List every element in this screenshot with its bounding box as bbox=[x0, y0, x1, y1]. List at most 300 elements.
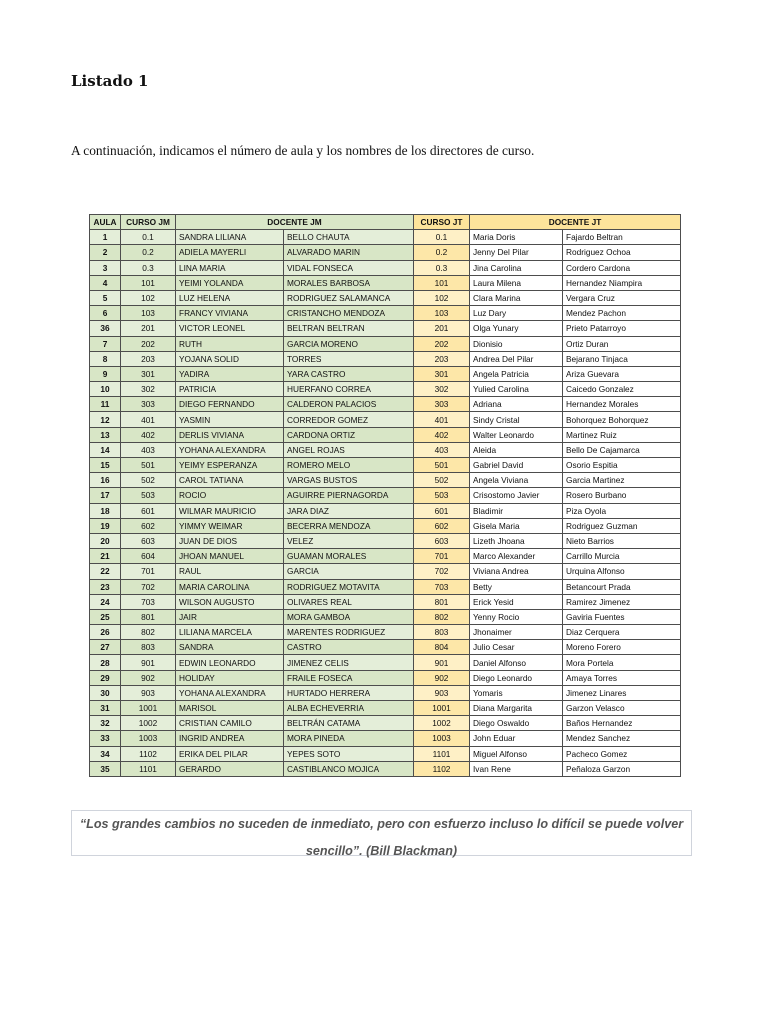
cell-docente-jm-apellido: JARA DIAZ bbox=[284, 503, 414, 518]
cell-docente-jm-nombre: MARIA CAROLINA bbox=[176, 579, 284, 594]
cell-docente-jm-nombre: YOHANA ALEXANDRA bbox=[176, 442, 284, 457]
cell-docente-jm-apellido: RODRIGUEZ MOTAVITA bbox=[284, 579, 414, 594]
cell-aula: 14 bbox=[90, 442, 121, 457]
cell-curso-jt: 0.3 bbox=[414, 260, 470, 275]
cell-docente-jm-apellido: BELLO CHAUTA bbox=[284, 230, 414, 245]
cell-aula: 35 bbox=[90, 761, 121, 776]
cell-aula: 11 bbox=[90, 397, 121, 412]
cell-curso-jt: 1102 bbox=[414, 761, 470, 776]
cell-docente-jm-apellido: JIMENEZ CELIS bbox=[284, 655, 414, 670]
cell-docente-jm-nombre: JUAN DE DIOS bbox=[176, 533, 284, 548]
cell-docente-jt-apellido: Rodriguez Ochoa bbox=[563, 245, 681, 260]
cell-curso-jm: 1003 bbox=[121, 731, 176, 746]
cell-docente-jm-nombre: ERIKA DEL PILAR bbox=[176, 746, 284, 761]
cell-curso-jt: 1003 bbox=[414, 731, 470, 746]
cell-docente-jt-nombre: Andrea Del Pilar bbox=[470, 351, 563, 366]
cell-docente-jt-nombre: Julio Cesar bbox=[470, 640, 563, 655]
cell-curso-jt: 103 bbox=[414, 306, 470, 321]
table-row bbox=[90, 321, 681, 336]
cell-docente-jm-nombre: ADIELA MAYERLI bbox=[176, 245, 284, 260]
cell-docente-jm-nombre: ROCIO bbox=[176, 488, 284, 503]
cell-curso-jm: 1001 bbox=[121, 701, 176, 716]
cell-docente-jm-apellido: TORRES bbox=[284, 351, 414, 366]
quote-text: “Los grandes cambios no suceden de inmediato, pero con esfuerzo incluso lo difícil se puede volver sencillo”. (Bill Blackman) bbox=[79, 817, 684, 858]
cell-docente-jt-apellido: Baños Hernandez bbox=[563, 716, 681, 731]
cell-docente-jt-nombre: Yulied Carolina bbox=[470, 382, 563, 397]
cell-docente-jm-apellido: ANGEL ROJAS bbox=[284, 442, 414, 457]
cell-docente-jt-nombre: Lizeth Jhoana bbox=[470, 533, 563, 548]
cell-aula: 25 bbox=[90, 609, 121, 624]
cell-docente-jm-nombre: RUTH bbox=[176, 336, 284, 351]
cell-curso-jm: 501 bbox=[121, 458, 176, 473]
cell-aula: 4 bbox=[90, 275, 121, 290]
cell-aula: 33 bbox=[90, 731, 121, 746]
table-row bbox=[90, 655, 681, 670]
cell-aula: 17 bbox=[90, 488, 121, 503]
cell-curso-jt: 802 bbox=[414, 609, 470, 624]
cell-docente-jt-apellido: Gaviria Fuentes bbox=[563, 609, 681, 624]
page-title: Listado 1 bbox=[71, 72, 149, 90]
cell-docente-jt-apellido: Rosero Burbano bbox=[563, 488, 681, 503]
table-row bbox=[90, 579, 681, 594]
cell-docente-jt-apellido: Martinez Ruiz bbox=[563, 427, 681, 442]
cell-docente-jt-apellido: Diaz Cerquera bbox=[563, 625, 681, 640]
table-row bbox=[90, 306, 681, 321]
cell-curso-jt: 1001 bbox=[414, 701, 470, 716]
cell-docente-jt-nombre: Miguel Alfonso bbox=[470, 746, 563, 761]
cell-aula: 28 bbox=[90, 655, 121, 670]
cell-curso-jm: 102 bbox=[121, 290, 176, 305]
table-row bbox=[90, 670, 681, 685]
cell-docente-jt-apellido: Prieto Patarroyo bbox=[563, 321, 681, 336]
cell-docente-jt-nombre: Viviana Andrea bbox=[470, 564, 563, 579]
cell-docente-jt-apellido: Mendez Pachon bbox=[563, 306, 681, 321]
table-row bbox=[90, 260, 681, 275]
cell-docente-jt-apellido: Vergara Cruz bbox=[563, 290, 681, 305]
cell-curso-jt: 602 bbox=[414, 518, 470, 533]
cell-docente-jm-nombre: YOHANA ALEXANDRA bbox=[176, 685, 284, 700]
cell-aula: 18 bbox=[90, 503, 121, 518]
cell-aula: 21 bbox=[90, 549, 121, 564]
table-row bbox=[90, 761, 681, 776]
cell-aula: 5 bbox=[90, 290, 121, 305]
cell-docente-jt-apellido: Hernandez Morales bbox=[563, 397, 681, 412]
cell-docente-jm-nombre: SANDRA bbox=[176, 640, 284, 655]
cell-docente-jm-nombre: YOJANA SOLID bbox=[176, 351, 284, 366]
cell-docente-jt-apellido: Osorio Espitia bbox=[563, 458, 681, 473]
cell-docente-jm-nombre: SANDRA LILIANA bbox=[176, 230, 284, 245]
cell-docente-jm-apellido: RODRIGUEZ SALAMANCA bbox=[284, 290, 414, 305]
cell-curso-jm: 0.1 bbox=[121, 230, 176, 245]
cell-docente-jt-nombre: Yenny Rocio bbox=[470, 609, 563, 624]
cell-aula: 15 bbox=[90, 458, 121, 473]
cell-docente-jm-apellido: MORA PINEDA bbox=[284, 731, 414, 746]
cell-curso-jm: 101 bbox=[121, 275, 176, 290]
cell-docente-jt-nombre: Laura Milena bbox=[470, 275, 563, 290]
cell-docente-jt-apellido: Piza Oyola bbox=[563, 503, 681, 518]
cell-curso-jt: 0.1 bbox=[414, 230, 470, 245]
cell-docente-jt-nombre: Walter Leonardo bbox=[470, 427, 563, 442]
cell-curso-jm: 702 bbox=[121, 579, 176, 594]
cell-curso-jt: 1002 bbox=[414, 716, 470, 731]
cell-curso-jm: 303 bbox=[121, 397, 176, 412]
table-row bbox=[90, 473, 681, 488]
cell-docente-jt-nombre: Jenny Del Pilar bbox=[470, 245, 563, 260]
table-row bbox=[90, 230, 681, 245]
cell-docente-jm-nombre: YIMMY WEIMAR bbox=[176, 518, 284, 533]
cell-aula: 20 bbox=[90, 533, 121, 548]
cell-docente-jt-nombre: Angela Viviana bbox=[470, 473, 563, 488]
cell-curso-jt: 902 bbox=[414, 670, 470, 685]
table-row bbox=[90, 382, 681, 397]
table-row bbox=[90, 427, 681, 442]
cell-docente-jt-nombre: Dionisio bbox=[470, 336, 563, 351]
table-row bbox=[90, 245, 681, 260]
cell-docente-jm-apellido: FRAILE FOSECA bbox=[284, 670, 414, 685]
cell-curso-jt: 101 bbox=[414, 275, 470, 290]
cell-docente-jm-apellido: HUERFANO CORREA bbox=[284, 382, 414, 397]
cell-docente-jt-nombre: Ivan Rene bbox=[470, 761, 563, 776]
cell-docente-jm-nombre: JHOAN MANUEL bbox=[176, 549, 284, 564]
table-row bbox=[90, 594, 681, 609]
cell-curso-jm: 803 bbox=[121, 640, 176, 655]
cell-docente-jt-nombre: Bladimir bbox=[470, 503, 563, 518]
cell-docente-jm-nombre: GERARDO bbox=[176, 761, 284, 776]
cell-docente-jt-nombre: Aleida bbox=[470, 442, 563, 457]
cell-docente-jt-apellido: Betancourt Prada bbox=[563, 579, 681, 594]
table-row bbox=[90, 488, 681, 503]
header-docente-jm: DOCENTE JM bbox=[176, 215, 414, 230]
cell-docente-jm-apellido: MORALES BARBOSA bbox=[284, 275, 414, 290]
cell-curso-jt: 803 bbox=[414, 625, 470, 640]
cell-aula: 10 bbox=[90, 382, 121, 397]
cell-aula: 24 bbox=[90, 594, 121, 609]
cell-docente-jm-apellido: CARDONA ORTIZ bbox=[284, 427, 414, 442]
cell-curso-jm: 203 bbox=[121, 351, 176, 366]
cell-aula: 8 bbox=[90, 351, 121, 366]
cell-aula: 31 bbox=[90, 701, 121, 716]
cell-curso-jm: 1101 bbox=[121, 761, 176, 776]
cell-docente-jm-nombre: CAROL TATIANA bbox=[176, 473, 284, 488]
cell-docente-jt-apellido: Rodriguez Guzman bbox=[563, 518, 681, 533]
cell-docente-jt-nombre: Betty bbox=[470, 579, 563, 594]
cell-docente-jm-nombre: CRISTIAN CAMILO bbox=[176, 716, 284, 731]
cell-curso-jt: 202 bbox=[414, 336, 470, 351]
cell-docente-jt-apellido: Pacheco Gomez bbox=[563, 746, 681, 761]
cell-curso-jt: 302 bbox=[414, 382, 470, 397]
cell-docente-jt-nombre: Maria Doris bbox=[470, 230, 563, 245]
cell-docente-jm-apellido: BELTRAN BELTRAN bbox=[284, 321, 414, 336]
cell-curso-jm: 602 bbox=[121, 518, 176, 533]
cell-curso-jt: 603 bbox=[414, 533, 470, 548]
cell-docente-jt-nombre: Erick Yesid bbox=[470, 594, 563, 609]
cell-aula: 13 bbox=[90, 427, 121, 442]
cell-docente-jt-apellido: Ortiz Duran bbox=[563, 336, 681, 351]
cell-docente-jm-nombre: LINA MARIA bbox=[176, 260, 284, 275]
cell-curso-jm: 301 bbox=[121, 366, 176, 381]
cell-curso-jt: 201 bbox=[414, 321, 470, 336]
cell-docente-jt-apellido: Bejarano Tinjaca bbox=[563, 351, 681, 366]
cell-curso-jt: 0.2 bbox=[414, 245, 470, 260]
cell-docente-jt-apellido: Cordero Cardona bbox=[563, 260, 681, 275]
cell-curso-jm: 503 bbox=[121, 488, 176, 503]
cell-curso-jm: 703 bbox=[121, 594, 176, 609]
cell-docente-jt-apellido: Caicedo Gonzalez bbox=[563, 382, 681, 397]
cell-docente-jm-nombre: FRANCY VIVIANA bbox=[176, 306, 284, 321]
cell-curso-jt: 701 bbox=[414, 549, 470, 564]
table-row bbox=[90, 442, 681, 457]
cell-curso-jm: 402 bbox=[121, 427, 176, 442]
cell-docente-jm-nombre: LILIANA MARCELA bbox=[176, 625, 284, 640]
cell-curso-jt: 203 bbox=[414, 351, 470, 366]
cell-docente-jm-nombre: PATRICIA bbox=[176, 382, 284, 397]
cell-docente-jt-apellido: Hernandez Niampira bbox=[563, 275, 681, 290]
cell-curso-jt: 901 bbox=[414, 655, 470, 670]
cell-docente-jt-nombre: Marco Alexander bbox=[470, 549, 563, 564]
cell-docente-jt-nombre: Diego Oswaldo bbox=[470, 716, 563, 731]
cell-curso-jt: 903 bbox=[414, 685, 470, 700]
cell-aula: 16 bbox=[90, 473, 121, 488]
table-row bbox=[90, 625, 681, 640]
cell-curso-jt: 301 bbox=[414, 366, 470, 381]
cell-curso-jm: 201 bbox=[121, 321, 176, 336]
cell-docente-jm-nombre: YASMIN bbox=[176, 412, 284, 427]
table-row bbox=[90, 412, 681, 427]
cell-curso-jt: 501 bbox=[414, 458, 470, 473]
cell-curso-jm: 903 bbox=[121, 685, 176, 700]
cell-docente-jm-apellido: GARCIA bbox=[284, 564, 414, 579]
cell-docente-jm-apellido: VARGAS BUSTOS bbox=[284, 473, 414, 488]
cell-aula: 19 bbox=[90, 518, 121, 533]
cell-curso-jm: 302 bbox=[121, 382, 176, 397]
table-row bbox=[90, 366, 681, 381]
table-row bbox=[90, 685, 681, 700]
cell-docente-jm-nombre: MARISOL bbox=[176, 701, 284, 716]
cell-docente-jt-nombre: Luz Dary bbox=[470, 306, 563, 321]
directors-table bbox=[89, 214, 681, 777]
cell-docente-jm-nombre: WILMAR MAURICIO bbox=[176, 503, 284, 518]
cell-docente-jm-apellido: CALDERON PALACIOS bbox=[284, 397, 414, 412]
cell-docente-jm-apellido: ALVARADO MARIN bbox=[284, 245, 414, 260]
cell-docente-jm-apellido: BELTRÁN CATAMA bbox=[284, 716, 414, 731]
table-row bbox=[90, 518, 681, 533]
table-row bbox=[90, 503, 681, 518]
cell-docente-jm-apellido: HURTADO HERRERA bbox=[284, 685, 414, 700]
cell-curso-jm: 0.3 bbox=[121, 260, 176, 275]
cell-docente-jm-apellido: BECERRA MENDOZA bbox=[284, 518, 414, 533]
cell-aula: 22 bbox=[90, 564, 121, 579]
cell-docente-jt-nombre: Clara Marina bbox=[470, 290, 563, 305]
cell-docente-jt-nombre: Sindy Cristal bbox=[470, 412, 563, 427]
cell-aula: 27 bbox=[90, 640, 121, 655]
cell-docente-jt-nombre: Yomaris bbox=[470, 685, 563, 700]
cell-curso-jm: 103 bbox=[121, 306, 176, 321]
table-row bbox=[90, 701, 681, 716]
cell-docente-jt-apellido: Ramirez Jimenez bbox=[563, 594, 681, 609]
cell-curso-jm: 901 bbox=[121, 655, 176, 670]
table-row bbox=[90, 290, 681, 305]
cell-docente-jm-apellido: CRISTANCHO MENDOZA bbox=[284, 306, 414, 321]
cell-docente-jt-apellido: Mendez Sanchez bbox=[563, 731, 681, 746]
table-row bbox=[90, 336, 681, 351]
cell-curso-jm: 902 bbox=[121, 670, 176, 685]
table-row bbox=[90, 716, 681, 731]
cell-curso-jt: 303 bbox=[414, 397, 470, 412]
cell-docente-jt-nombre: Crisostomo Javier bbox=[470, 488, 563, 503]
cell-docente-jm-nombre: HOLIDAY bbox=[176, 670, 284, 685]
cell-docente-jm-apellido: VELEZ bbox=[284, 533, 414, 548]
cell-docente-jt-apellido: Mora Portela bbox=[563, 655, 681, 670]
cell-docente-jt-nombre: Diana Margarita bbox=[470, 701, 563, 716]
cell-aula: 30 bbox=[90, 685, 121, 700]
cell-curso-jm: 0.2 bbox=[121, 245, 176, 260]
cell-docente-jm-apellido: CASTIBLANCO MOJICA bbox=[284, 761, 414, 776]
cell-docente-jm-apellido: GUAMAN MORALES bbox=[284, 549, 414, 564]
cell-docente-jm-apellido: VIDAL FONSECA bbox=[284, 260, 414, 275]
cell-curso-jt: 401 bbox=[414, 412, 470, 427]
cell-docente-jm-apellido: GARCIA MORENO bbox=[284, 336, 414, 351]
cell-curso-jt: 402 bbox=[414, 427, 470, 442]
table-row bbox=[90, 397, 681, 412]
table-row bbox=[90, 275, 681, 290]
cell-curso-jm: 604 bbox=[121, 549, 176, 564]
cell-curso-jm: 701 bbox=[121, 564, 176, 579]
cell-docente-jt-apellido: Garzon Velasco bbox=[563, 701, 681, 716]
table-row bbox=[90, 351, 681, 366]
header-docente-jt: DOCENTE JT bbox=[470, 215, 681, 230]
cell-aula: 26 bbox=[90, 625, 121, 640]
cell-curso-jm: 403 bbox=[121, 442, 176, 457]
cell-docente-jt-apellido: Amaya Torres bbox=[563, 670, 681, 685]
cell-docente-jm-apellido: ALBA ECHEVERRIA bbox=[284, 701, 414, 716]
cell-docente-jm-nombre: EDWIN LEONARDO bbox=[176, 655, 284, 670]
quote-box bbox=[71, 810, 692, 856]
table-row bbox=[90, 564, 681, 579]
cell-curso-jm: 1102 bbox=[121, 746, 176, 761]
cell-curso-jt: 502 bbox=[414, 473, 470, 488]
cell-docente-jt-apellido: Peñaloza Garzon bbox=[563, 761, 681, 776]
cell-docente-jt-apellido: Moreno Forero bbox=[563, 640, 681, 655]
cell-curso-jt: 503 bbox=[414, 488, 470, 503]
cell-docente-jm-nombre: YADIRA bbox=[176, 366, 284, 381]
cell-aula: 6 bbox=[90, 306, 121, 321]
cell-curso-jm: 802 bbox=[121, 625, 176, 640]
cell-aula: 34 bbox=[90, 746, 121, 761]
cell-docente-jt-nombre: Jhonaimer bbox=[470, 625, 563, 640]
cell-docente-jt-nombre: John Eduar bbox=[470, 731, 563, 746]
cell-docente-jt-apellido: Garcia Martinez bbox=[563, 473, 681, 488]
cell-aula: 29 bbox=[90, 670, 121, 685]
table-body bbox=[90, 230, 681, 777]
cell-docente-jt-nombre: Adriana bbox=[470, 397, 563, 412]
cell-docente-jt-nombre: Olga Yunary bbox=[470, 321, 563, 336]
cell-docente-jt-apellido: Urquina Alfonso bbox=[563, 564, 681, 579]
cell-aula: 3 bbox=[90, 260, 121, 275]
cell-docente-jt-apellido: Bello De Cajamarca bbox=[563, 442, 681, 457]
cell-docente-jt-apellido: Nieto Barrios bbox=[563, 533, 681, 548]
cell-aula: 32 bbox=[90, 716, 121, 731]
cell-aula: 2 bbox=[90, 245, 121, 260]
table-row bbox=[90, 533, 681, 548]
cell-docente-jt-nombre: Diego Leonardo bbox=[470, 670, 563, 685]
cell-docente-jm-apellido: CASTRO bbox=[284, 640, 414, 655]
cell-curso-jm: 801 bbox=[121, 609, 176, 624]
table-row bbox=[90, 731, 681, 746]
cell-curso-jt: 403 bbox=[414, 442, 470, 457]
cell-curso-jm: 502 bbox=[121, 473, 176, 488]
table-row bbox=[90, 746, 681, 761]
cell-docente-jm-nombre: JAIR bbox=[176, 609, 284, 624]
cell-docente-jm-apellido: YARA CASTRO bbox=[284, 366, 414, 381]
cell-docente-jt-apellido: Jimenez Linares bbox=[563, 685, 681, 700]
cell-docente-jt-nombre: Angela Patricia bbox=[470, 366, 563, 381]
cell-docente-jt-apellido: Fajardo Beltran bbox=[563, 230, 681, 245]
cell-docente-jm-nombre: INGRID ANDREA bbox=[176, 731, 284, 746]
cell-docente-jt-apellido: Ariza Guevara bbox=[563, 366, 681, 381]
cell-curso-jt: 1101 bbox=[414, 746, 470, 761]
cell-aula: 12 bbox=[90, 412, 121, 427]
cell-docente-jt-apellido: Carrillo Murcia bbox=[563, 549, 681, 564]
cell-docente-jm-nombre: YEIMI YOLANDA bbox=[176, 275, 284, 290]
header-aula: AULA bbox=[90, 215, 121, 230]
cell-docente-jm-apellido: YEPES SOTO bbox=[284, 746, 414, 761]
cell-aula: 7 bbox=[90, 336, 121, 351]
cell-docente-jt-nombre: Gabriel David bbox=[470, 458, 563, 473]
cell-docente-jm-nombre: DIEGO FERNANDO bbox=[176, 397, 284, 412]
table-row bbox=[90, 640, 681, 655]
cell-aula: 1 bbox=[90, 230, 121, 245]
cell-aula: 9 bbox=[90, 366, 121, 381]
cell-aula: 36 bbox=[90, 321, 121, 336]
cell-docente-jm-apellido: MARENTES RODRIGUEZ bbox=[284, 625, 414, 640]
table-header-row bbox=[90, 215, 681, 230]
table-row bbox=[90, 549, 681, 564]
header-curso-jt: CURSO JT bbox=[414, 215, 470, 230]
cell-curso-jm: 1002 bbox=[121, 716, 176, 731]
cell-docente-jm-apellido: OLIVARES REAL bbox=[284, 594, 414, 609]
header-curso-jm: CURSO JM bbox=[121, 215, 176, 230]
cell-curso-jt: 804 bbox=[414, 640, 470, 655]
cell-docente-jm-nombre: RAUL bbox=[176, 564, 284, 579]
cell-docente-jm-nombre: YEIMY ESPERANZA bbox=[176, 458, 284, 473]
cell-docente-jm-nombre: DERLIS VIVIANA bbox=[176, 427, 284, 442]
cell-docente-jm-nombre: LUZ HELENA bbox=[176, 290, 284, 305]
cell-docente-jt-apellido: Bohorquez Bohorquez bbox=[563, 412, 681, 427]
cell-docente-jm-apellido: ROMERO MELO bbox=[284, 458, 414, 473]
cell-curso-jt: 702 bbox=[414, 564, 470, 579]
cell-docente-jm-apellido: AGUIRRE PIERNAGORDA bbox=[284, 488, 414, 503]
cell-curso-jm: 603 bbox=[121, 533, 176, 548]
cell-docente-jt-nombre: Gisela Maria bbox=[470, 518, 563, 533]
cell-curso-jm: 601 bbox=[121, 503, 176, 518]
cell-curso-jm: 202 bbox=[121, 336, 176, 351]
table-row bbox=[90, 609, 681, 624]
cell-curso-jt: 703 bbox=[414, 579, 470, 594]
cell-aula: 23 bbox=[90, 579, 121, 594]
cell-curso-jt: 801 bbox=[414, 594, 470, 609]
intro-paragraph: A continuación, indicamos el número de aula y los nombres de los directores de curso. bbox=[71, 143, 535, 158]
cell-docente-jm-apellido: CORREDOR GOMEZ bbox=[284, 412, 414, 427]
table-row bbox=[90, 458, 681, 473]
cell-docente-jm-nombre: WILSON AUGUSTO bbox=[176, 594, 284, 609]
cell-curso-jt: 601 bbox=[414, 503, 470, 518]
cell-docente-jm-nombre: VICTOR LEONEL bbox=[176, 321, 284, 336]
cell-curso-jm: 401 bbox=[121, 412, 176, 427]
cell-curso-jt: 102 bbox=[414, 290, 470, 305]
cell-docente-jt-nombre: Daniel Alfonso bbox=[470, 655, 563, 670]
cell-docente-jm-apellido: MORA GAMBOA bbox=[284, 609, 414, 624]
cell-docente-jt-nombre: Jina Carolina bbox=[470, 260, 563, 275]
